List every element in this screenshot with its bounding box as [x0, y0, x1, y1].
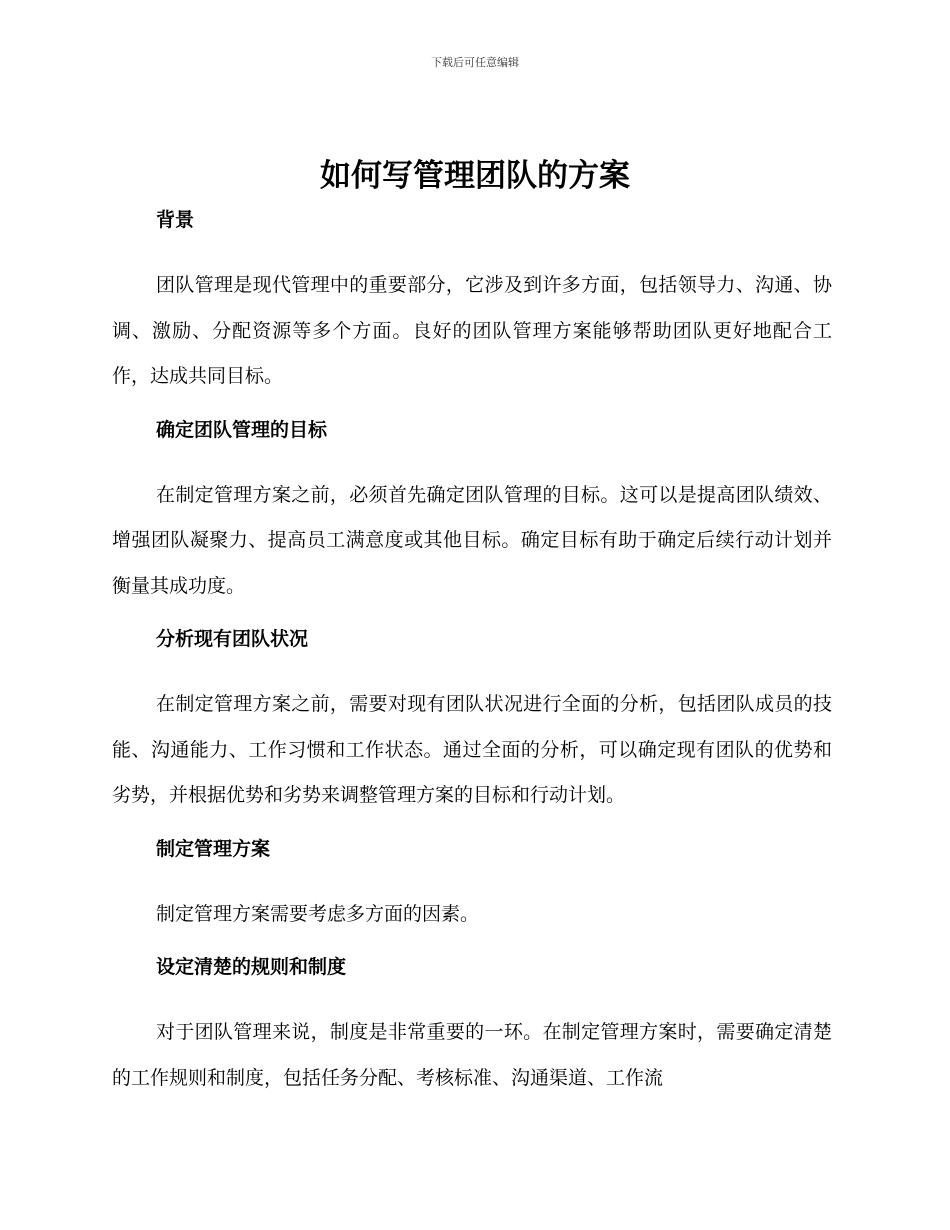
section-heading: 设定清楚的规则和制度 [156, 956, 347, 978]
section-rules [112, 950, 832, 1101]
section-paragraph: 制定管理方案需要考虑多方面的因素。 [156, 902, 480, 925]
section-heading: 背景 [156, 209, 195, 231]
section-background [112, 203, 832, 400]
document-title: 如何写管理团队的方案 [320, 158, 630, 194]
section-paragraph: 在制定管理方案之前，必须首先确定团队管理的目标。这可以是提高团队绩效、增强团队凝聚力、提高员工满意度或其他目标。确定目标有助于确定后续行动计划并衡量其成功度。 [112, 483, 832, 597]
page-header-note: 下载后可任意编辑 [431, 56, 519, 69]
section-plan [112, 832, 832, 938]
section-paragraph: 在制定管理方案之前，需要对现有团队状况进行全面的分析，包括团队成员的技能、沟通能力、工作习惯和工作状态。通过全面的分析，可以确定现有团队的优势和劣势，并根据优势和劣势来调整管理方案的目标和行动计划。 [112, 693, 832, 806]
section-paragraph: 对于团队管理来说，制度是非常重要的一环。在制定管理方案时，需要确定清楚的工作规则和制度，包括任务分配、考核标准、沟通渠道、工作流 [112, 1021, 832, 1089]
section-heading: 制定管理方案 [156, 837, 271, 860]
section-goals [112, 413, 832, 610]
section-analysis [112, 622, 832, 819]
section-heading: 确定团队管理的目标 [156, 418, 328, 441]
section-paragraph: 团队管理是现代管理中的重要部分，它涉及到许多方面，包括领导力、沟通、协调、激励、分配资源等多个方面。良好的团队管理方案能够帮助团队更好地配合工作，达成共同目标。 [112, 274, 832, 387]
document-body [112, 203, 832, 1114]
section-heading: 分析现有团队状况 [156, 628, 309, 650]
